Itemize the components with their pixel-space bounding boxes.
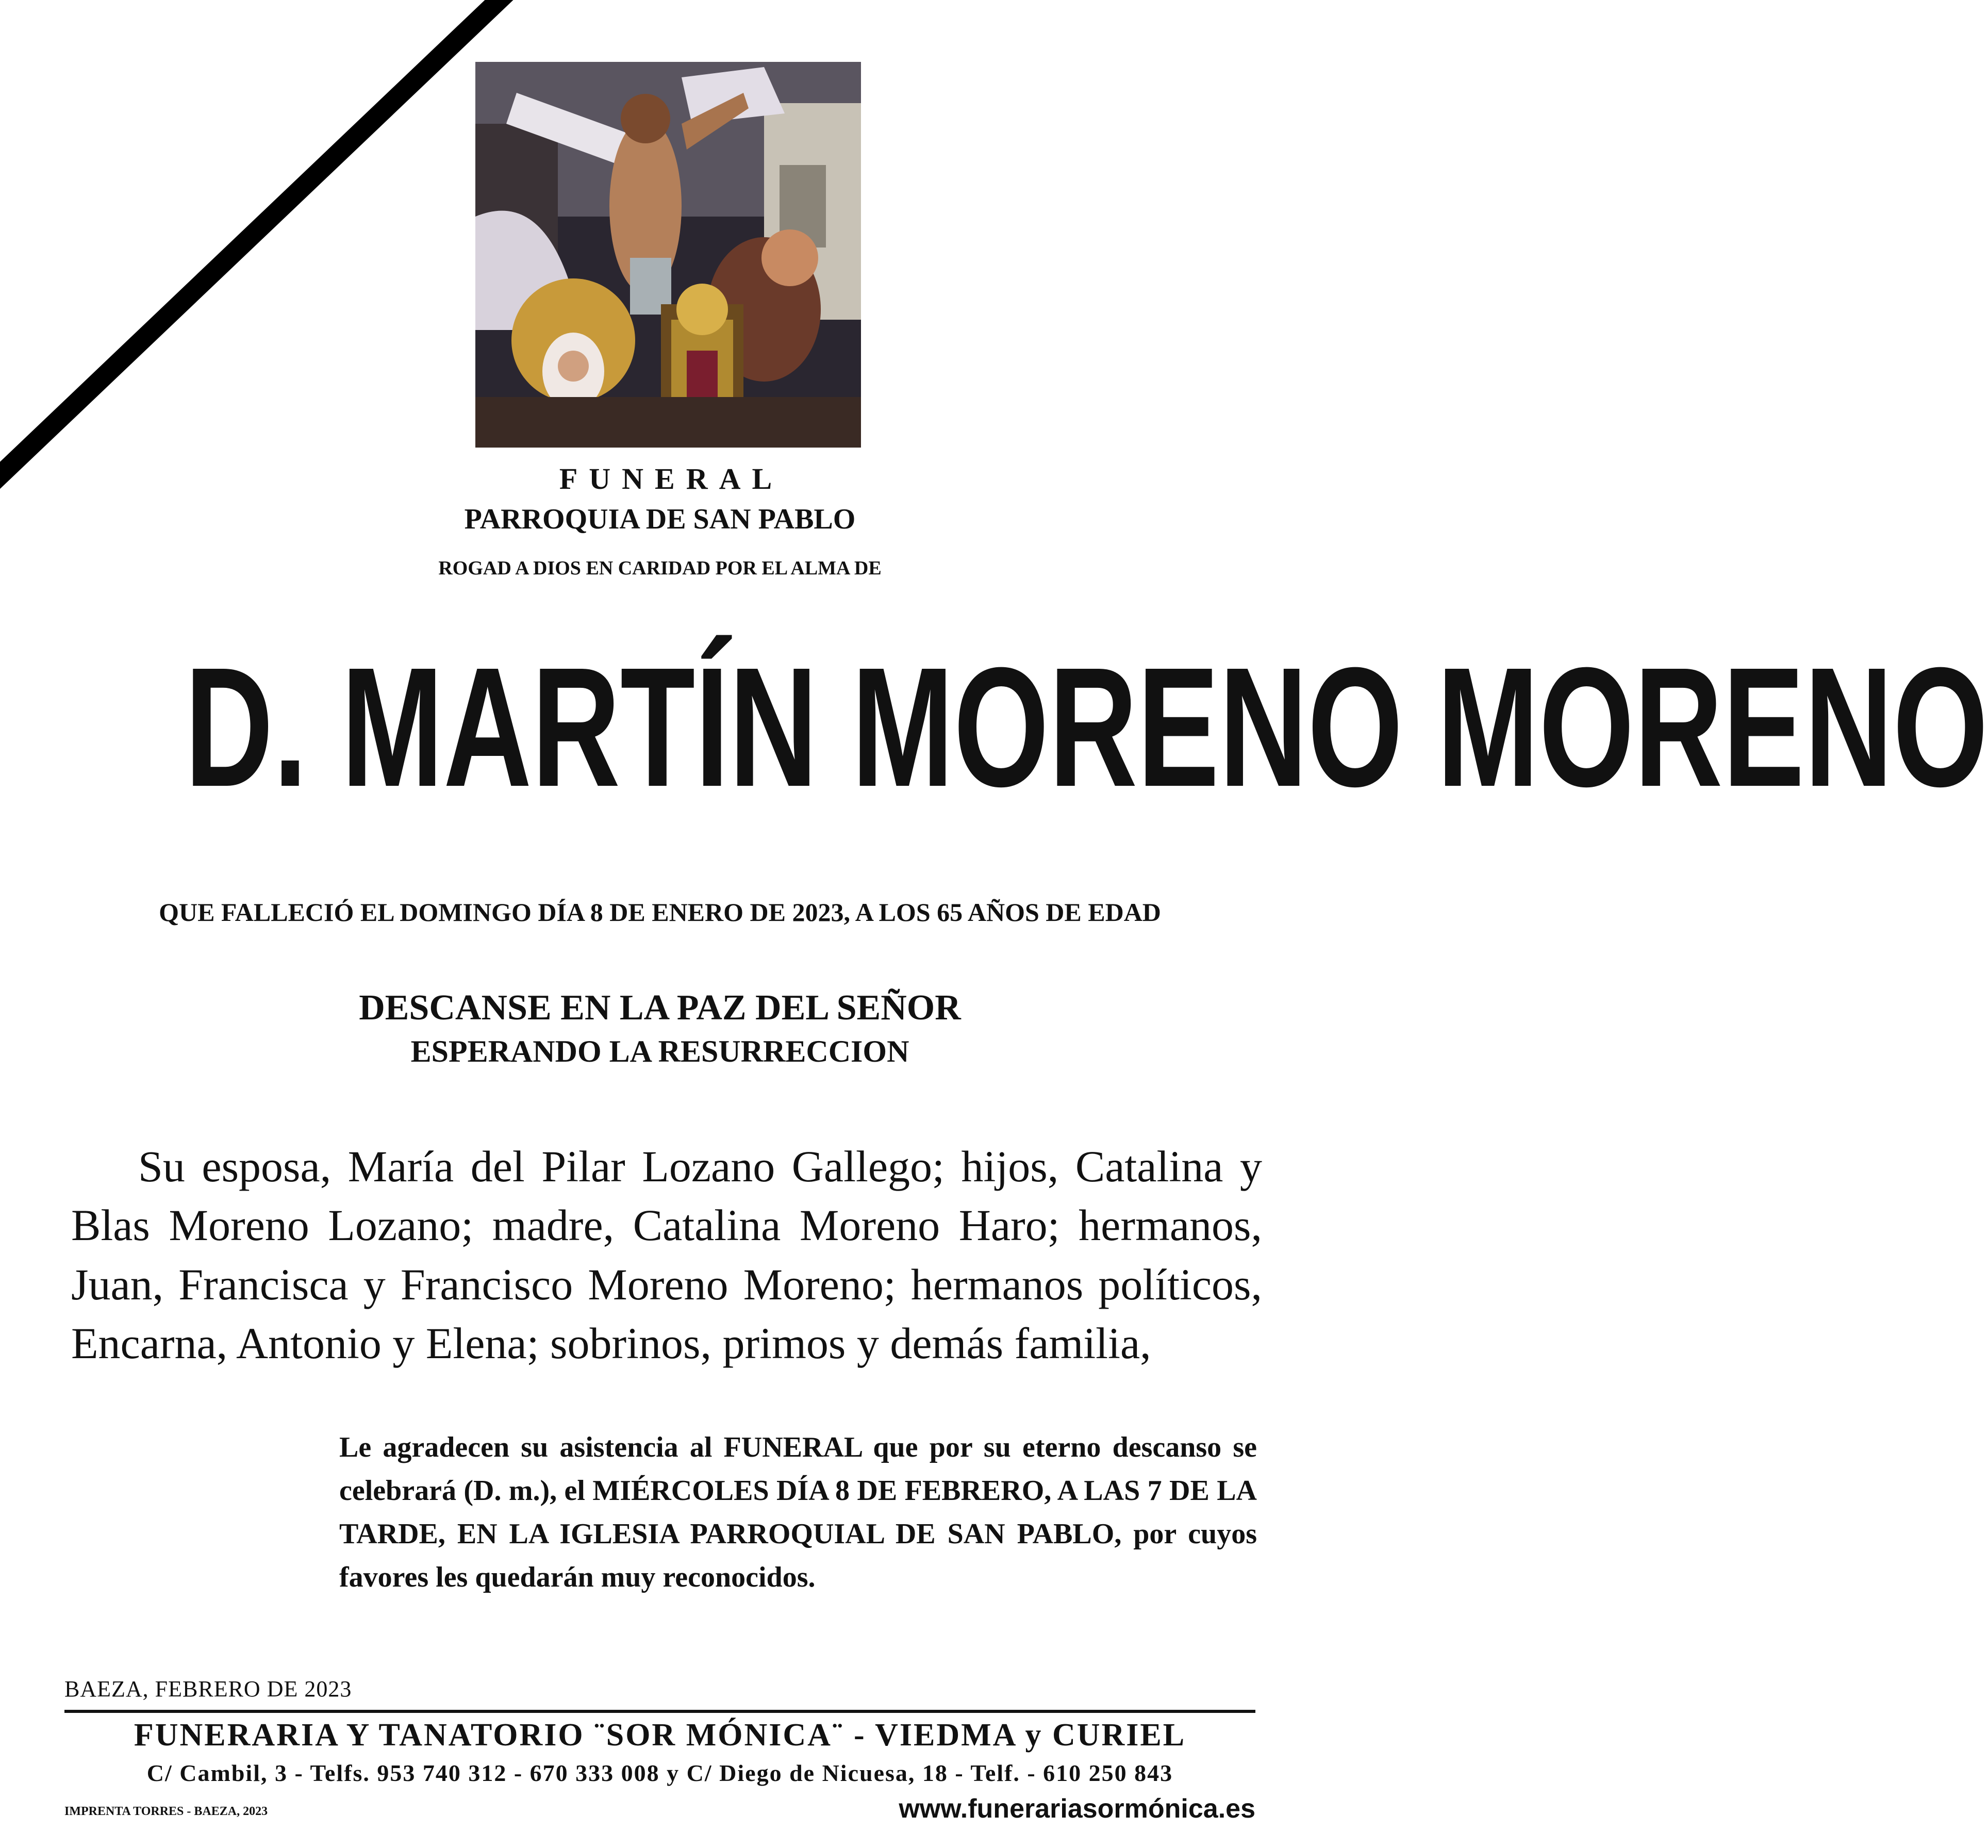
- website-link[interactable]: www.funerariasormónica.es: [899, 1794, 1255, 1824]
- funeral-label: FUNERAL: [559, 462, 784, 496]
- rest-in-peace: DESCANSE EN LA PAZ DEL SEÑOR: [359, 988, 961, 1028]
- awaiting-resurrection: ESPERANDO LA RESURRECCION: [410, 1034, 909, 1068]
- death-notice: QUE FALLECIÓ EL DOMINGO DÍA 8 DE ENERO DE 2023, A LOS 65 AÑOS DE EDAD: [159, 898, 1161, 927]
- footer-divider: [64, 1710, 1255, 1713]
- prayer-request: ROGAD A DIOS EN CARIDAD POR EL ALMA DE: [438, 557, 882, 579]
- religious-procession-image: [475, 62, 861, 448]
- family-list: Su esposa, María del Pilar Lozano Gallego; hijos, Catalina y Blas Moreno Lozano; madre, Catalina Moreno Haro; hermanos, Juan, Francisca y Francisco Moreno Moreno; hermanos políticos, Encarna, Antonio y Elena; sobrinos, primos y demás familia,: [71, 1142, 1262, 1368]
- funeral-announcement: Le agradecen su asistencia al FUNERAL que por su eterno descanso se celebrará (D. m.), el MIÉRCOLES DÍA 8 DE FEBRERO, A LAS 7 DE LA TARDE, EN LA IGLESIA PARROQUIAL DE SAN PABLO, por cuyos favores les quedarán muy reconocidos.: [339, 1431, 1257, 1593]
- printer-credit: IMPRENTA TORRES - BAEZA, 2023: [64, 1805, 268, 1818]
- procession-photo: [475, 62, 861, 448]
- funeral-home-address: C/ Cambil, 3 - Telfs. 953 740 312 - 670 333 008 y C/ Diego de Nicuesa, 18 - Telf. - 610 250 843: [146, 1760, 1173, 1786]
- place-date: BAEZA, FEBRERO DE 2023: [64, 1676, 352, 1702]
- parish-name: PARROQUIA DE SAN PABLO: [464, 503, 856, 535]
- funeral-home-name: FUNERARIA Y TANATORIO ¨SOR MÓNICA¨ - VIEDMA y CURIEL: [134, 1718, 1186, 1753]
- deceased-name: D. MARTÍN MORENO MORENO: [185, 632, 1988, 822]
